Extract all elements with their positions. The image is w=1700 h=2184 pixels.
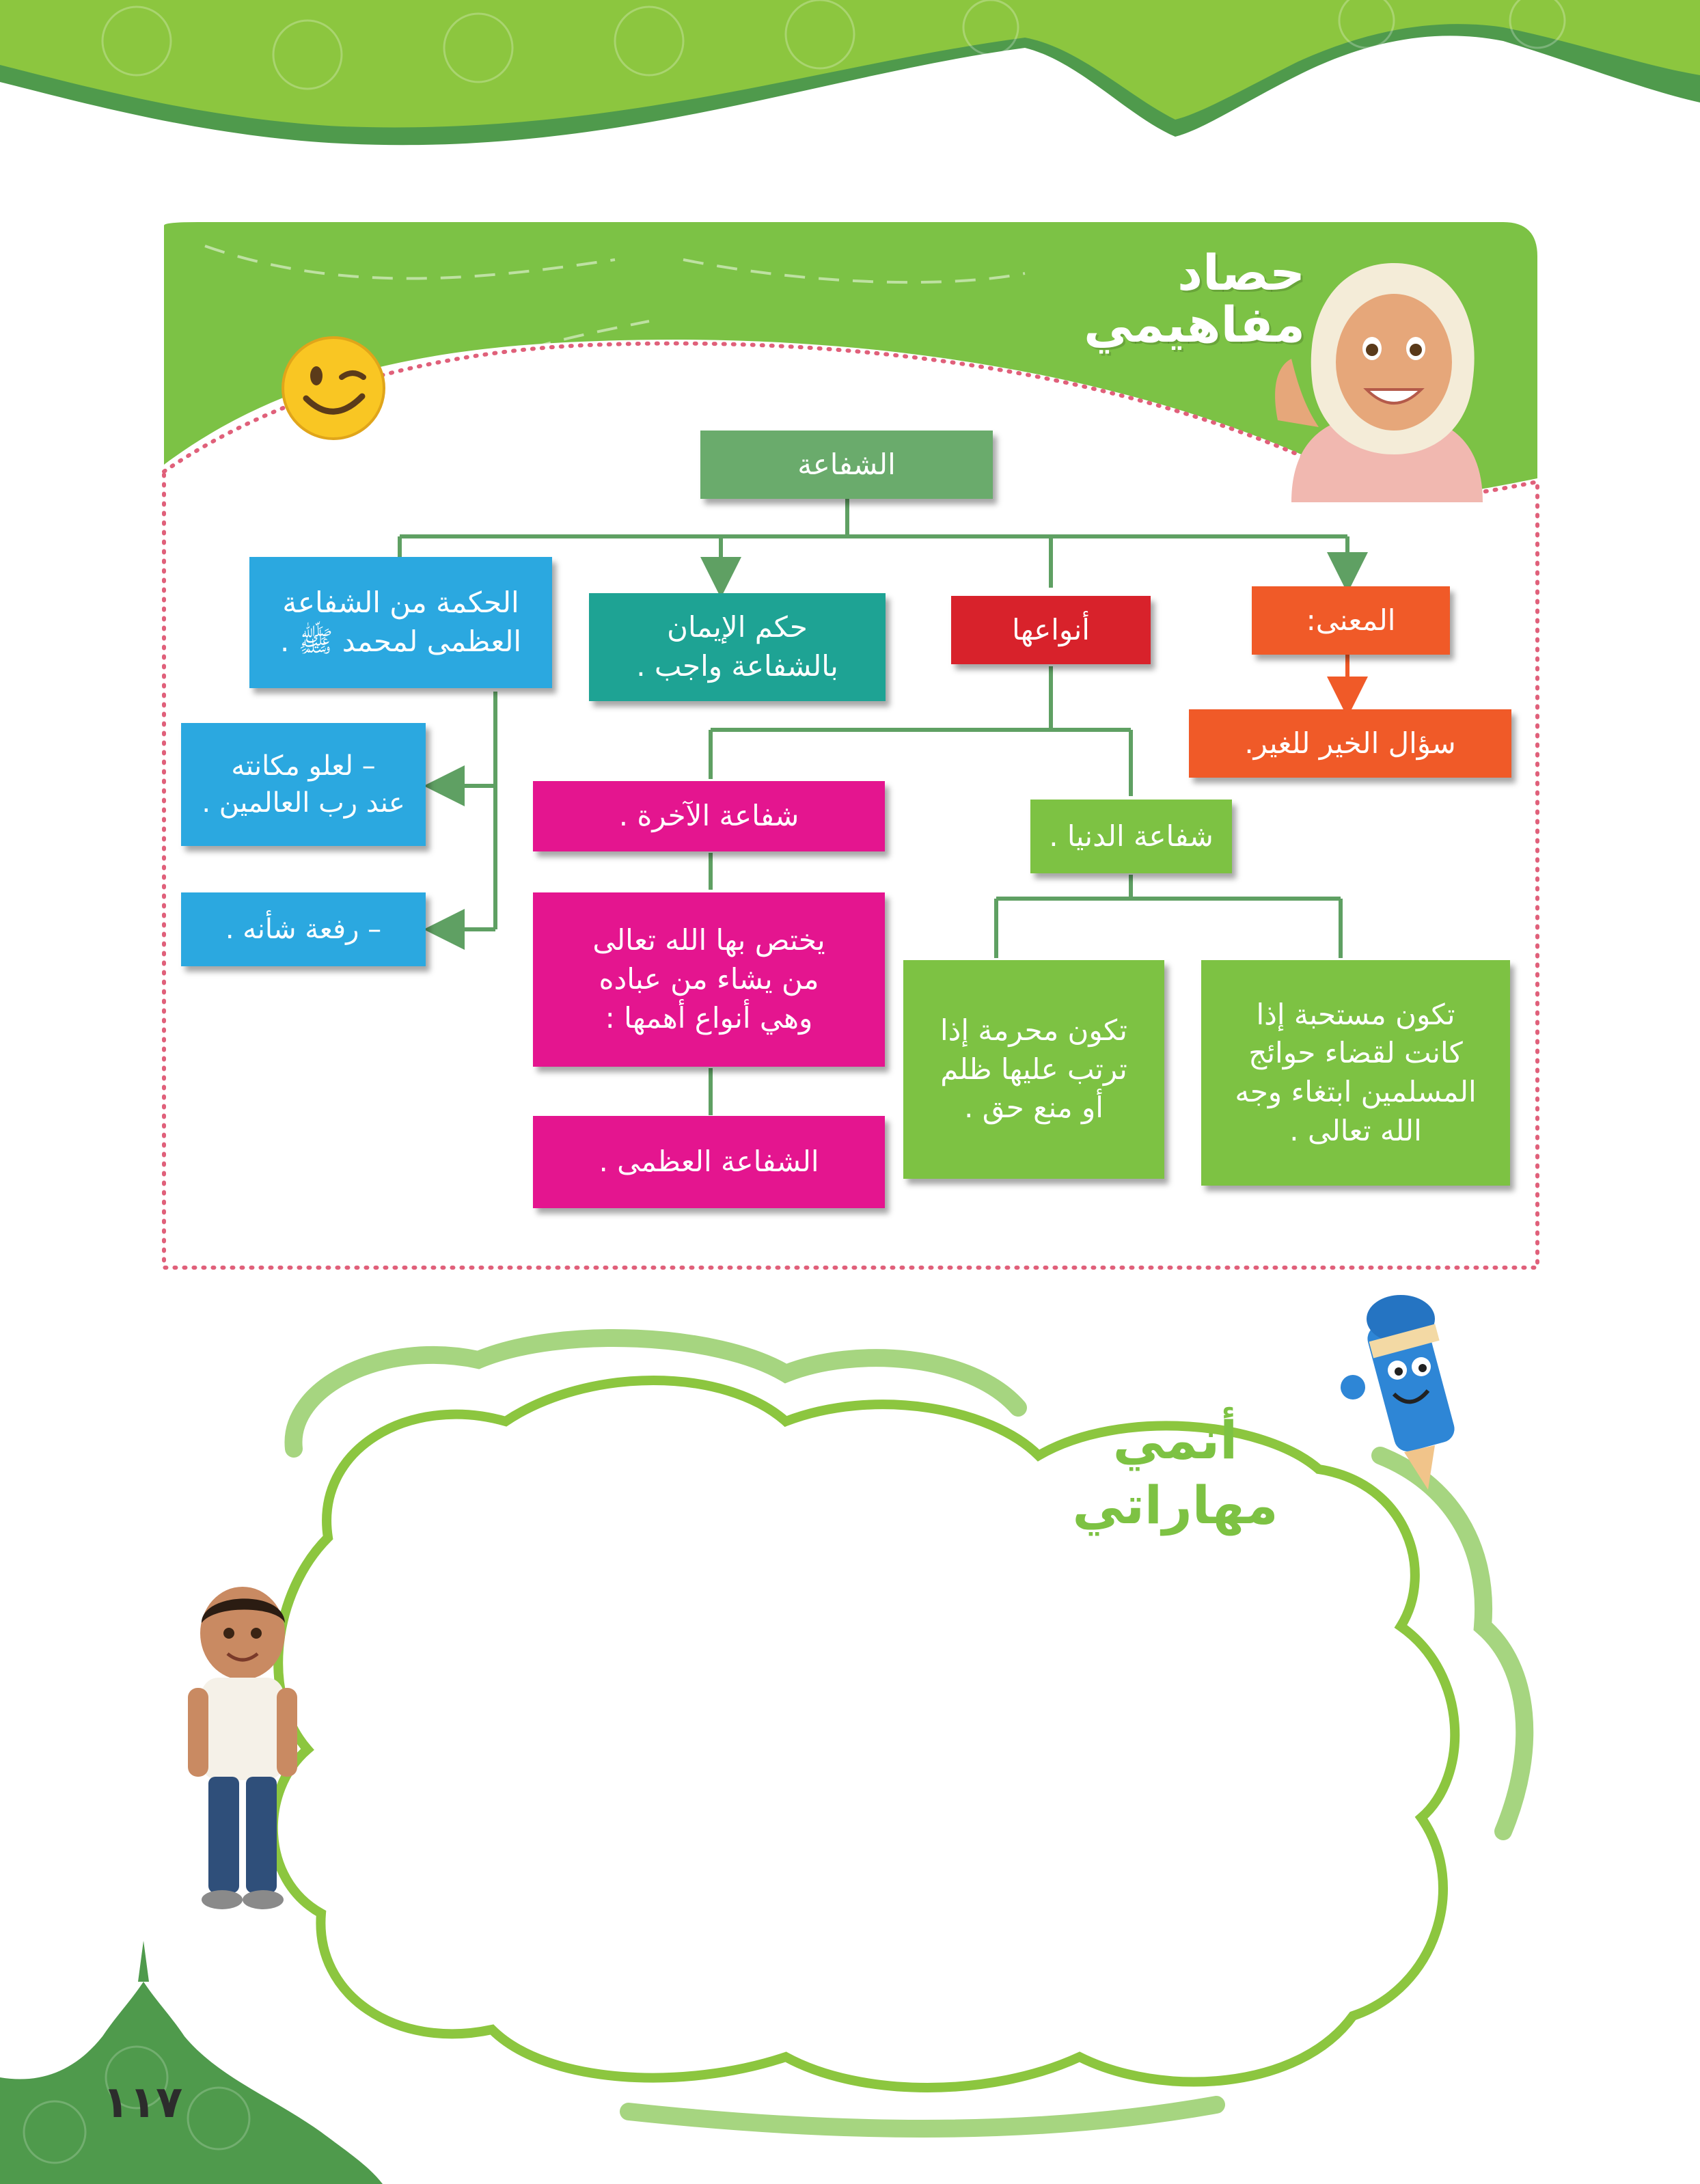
skills-title — [1039, 1408, 1312, 1538]
banner-title-line1: حصاد — [1177, 244, 1305, 301]
dunya-forbidden-box — [903, 960, 1164, 1179]
dunya-recommended-line-1: تكون مستحبة إذا — [1256, 997, 1455, 1031]
wisdom-reason-2-box — [181, 892, 426, 966]
meaning-text: سؤال الخير للغير. — [1244, 726, 1456, 760]
ruling-box — [589, 593, 886, 701]
dunya-title-box — [1030, 800, 1232, 873]
ruling-line-1: حكم الإيمان — [667, 610, 808, 644]
dunya-recommended-line-4: الله تعالى . — [1289, 1113, 1422, 1147]
pencil-mascot-illustration — [1326, 1292, 1483, 1497]
banner-title-line2: مفاهيمي — [1084, 295, 1305, 353]
akhira-desc-line-3: وهي أنواع أهمها : — [605, 1000, 813, 1035]
skills-title-line1: أنمي — [1112, 1410, 1238, 1471]
akhira-desc-line-1: يختص بها الله تعالى — [592, 923, 825, 957]
dunya-forbidden-line-2: ترتب عليها ظلم — [940, 1052, 1127, 1086]
wisdom-reason-2: – رفعة شأنه . — [225, 914, 382, 945]
skills-title-line2: مهاراتي — [1072, 1475, 1278, 1535]
ruling-line-2: بالشفاعة واجب . — [636, 649, 838, 683]
wisdom-line-2: العظمى لمحمد ﷺ . — [279, 625, 522, 658]
akhira-desc-box — [533, 892, 885, 1067]
wisdom-box — [249, 557, 552, 688]
wisdom-reason-1-line-1: – لعلو مكانته — [231, 750, 376, 782]
akhira-desc-line-2: من يشاء من عباده — [599, 962, 819, 996]
dunya-title: شفاعة الدنيا . — [1049, 819, 1214, 853]
wisdom-line-1: الحكمة من الشفاعة — [282, 586, 519, 620]
wisdom-reason-1-line-2: عند رب العالمين . — [202, 787, 405, 819]
root-label: الشفاعة — [797, 447, 896, 481]
meaning-title: المعنى: — [1306, 603, 1396, 637]
mosque-dome-decoration — [0, 1941, 383, 2184]
meaning-text-box — [1189, 709, 1511, 778]
dunya-recommended-line-3: المسلمين ابتغاء وجه — [1235, 1075, 1477, 1108]
dunya-recommended-box — [1201, 960, 1510, 1186]
meaning-title-box — [1252, 586, 1450, 655]
types-title: أنواعها — [1012, 612, 1090, 646]
akhira-greatest-box — [533, 1116, 885, 1208]
dunya-forbidden-line-1: تكون محرمة إذا — [940, 1013, 1127, 1047]
akhira-title-box — [533, 781, 885, 851]
dunya-recommended-line-2: كانت لقضاء حوائج — [1248, 1036, 1463, 1070]
boy-character-illustration — [174, 1585, 311, 1913]
page-number: ١١٧ — [102, 2077, 183, 2128]
akhira-greatest: الشفاعة العظمى . — [599, 1145, 819, 1179]
dunya-forbidden-line-3: أو منع حق . — [964, 1091, 1103, 1125]
root-concept-intercession — [700, 431, 993, 499]
types-title-box — [951, 596, 1151, 664]
wisdom-reason-1-box — [181, 723, 426, 846]
akhira-title: شفاعة الآخرة . — [618, 799, 799, 833]
